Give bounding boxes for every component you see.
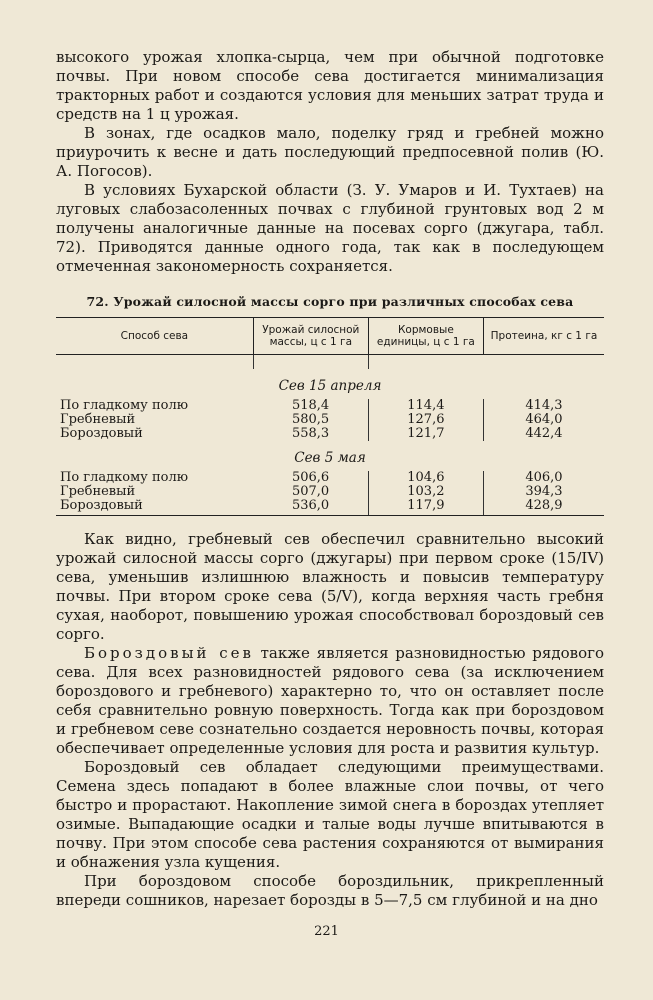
cell-protein: 442,4 (483, 427, 604, 441)
cell-feed: 114,4 (368, 399, 483, 413)
cell-silage: 536,0 (253, 499, 368, 516)
header-protein: Протеина, кг с 1 га (483, 318, 604, 355)
cell-method: Гребневый (60, 412, 136, 427)
cell-protein: 394,3 (483, 485, 604, 499)
cell-method: Гребневый (60, 484, 136, 499)
spaced-term: Бороздовый сев (84, 644, 254, 662)
group-row (56, 441, 604, 471)
table-header-row (56, 318, 604, 355)
cell-silage: 506,6 (291, 470, 330, 485)
table-row (56, 499, 604, 516)
cell-feed: 103,2 (368, 485, 483, 499)
paragraph-4: Как видно, гребневый сев обеспечил сравнительно высокий урожай силосной массы сорго (джугары) при первом сроке (15/IV) сева, уменьшив излишнюю влажность и повысив температуру почвы. При втором сроке сева (5/V), когда верхняя часть гребня сухая, наоборот, повышению урожая способствовал бороздовый сев сорго. (56, 530, 604, 643)
cell-protein: 406,0 (483, 471, 604, 485)
paragraph-2: В зонах, где осадков мало, поделку гряд и гребней можно приурочить к весне и дать последующий предпосевной полив (Ю. А. Погосов). (56, 124, 604, 180)
group-label: Сев 5 мая (294, 450, 366, 466)
cell-feed: 117,9 (368, 499, 483, 516)
paragraph-1: высокого урожая хлопка-сырца, чем при обычной подготовке почвы. При новом способе сева достигается минимализация тракторных работ и создаются условия для меньших затрат труда и средств на 1 ц урожая. (56, 48, 604, 123)
page-number: 221 (314, 924, 339, 939)
cell-method: По гладкому полю (60, 398, 189, 413)
group-label: Сев 15 апреля (278, 378, 382, 394)
page-content (56, 48, 604, 910)
group-row (56, 369, 604, 399)
header-method: Способ сева (56, 318, 253, 355)
table-row (56, 471, 604, 485)
text-after-table (56, 530, 604, 910)
paragraph-6: Бороздовый сев обладает следующими преимуществами. Семена здесь попадают в более влажные слои почвы, от чего быстро и прорастают. Накопление зимой снега в бороздах утепляет озимые. Выпадающие осадки и талые воды лучше впитываются в почву. При этом способе сева растения сохраняются от вымирания и обнажения узла кущения. (56, 758, 604, 871)
cell-method: Бороздовый (56, 499, 253, 516)
cell-feed: 121,7 (368, 427, 483, 441)
header-feed-units: Кормовые единицы, ц с 1 га (368, 318, 483, 355)
table-row (56, 485, 604, 499)
cell-feed: 127,6 (368, 413, 483, 427)
cell-silage: 558,3 (291, 426, 330, 441)
paragraph-5 (56, 644, 604, 758)
table-row (56, 399, 604, 413)
yield-table (56, 317, 604, 516)
cell-protein: 414,3 (483, 399, 604, 413)
cell-protein: 464,0 (483, 413, 604, 427)
table-row (56, 427, 604, 441)
paragraph-7: При бороздовом способе бороздильник, прикрепленный впереди сошников, нарезает борозды в 5—7,5 см глубиной и на дно (56, 872, 604, 909)
cell-silage: 507,0 (291, 484, 330, 499)
cell-feed: 104,6 (368, 471, 483, 485)
cell-method: По гладкому полю (60, 470, 189, 485)
header-silage-yield: Урожай силосной массы, ц с 1 га (253, 318, 368, 355)
cell-silage: 580,5 (291, 412, 330, 427)
cell-protein: 428,9 (483, 499, 604, 516)
table-row (56, 413, 604, 427)
cell-method: Бороздовый (60, 426, 143, 441)
table-title: 72. Урожай силосной массы сорго при различных способах сева (86, 294, 574, 309)
paragraph-3: В условиях Бухарской области (З. У. Умаров и И. Тухтаев) на луговых слабозасоленных почвах с глубиной грунтовых вод 2 м получены аналогичные данные на посевах сорго (джугара, табл. 72). Приводятся данные одного года, так как в последующем отмеченная закономерность сохраняется. (56, 181, 604, 275)
paragraph-5-text: также является разновидностью рядового сева. Для всех разновидностей рядового сева (за исключением бороздового и гребневого) характерно то, что он оставляет после себя сравнительно ровную поверхность. Тогда как при бороздовом и гребневом севе сознательно создается неровность почвы, которая обеспечивает определенные условия для роста и развития культур. (56, 644, 604, 757)
cell-silage: 518,4 (291, 398, 330, 413)
